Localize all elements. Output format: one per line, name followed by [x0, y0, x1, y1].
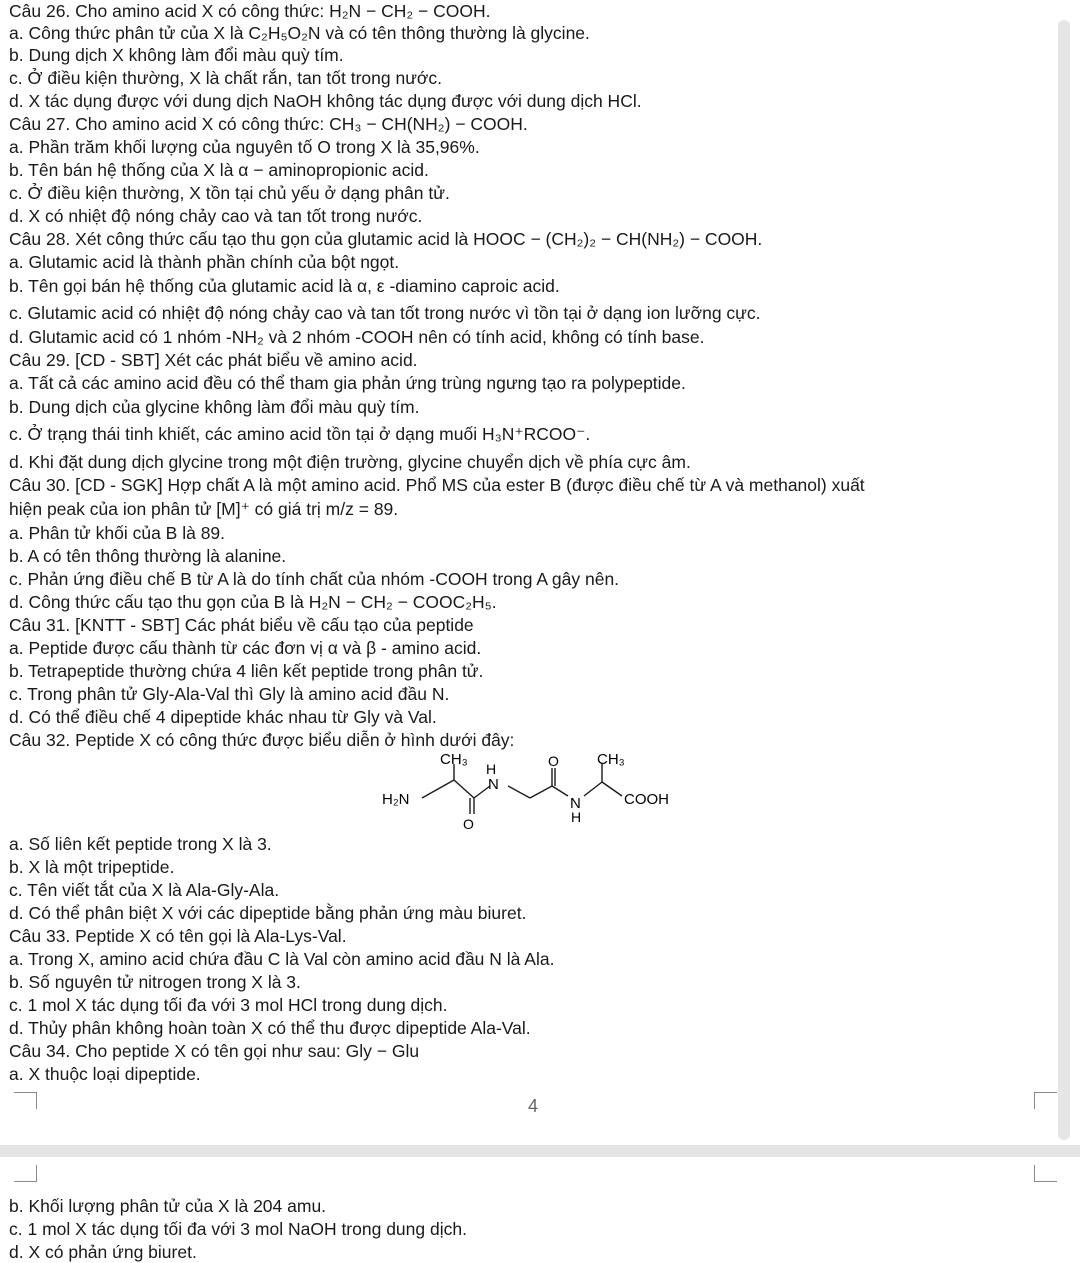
question-28-option-c: c. Glutamic acid có nhiệt độ nóng chảy cao và tan tốt trong nước vì tồn tại ở dạng ion lưỡng cực.: [9, 303, 761, 323]
question-26-title: Câu 26. Cho amino acid X có công thức: H₂N − CH₂ − COOH.: [9, 1, 491, 21]
page-number: 4: [528, 1096, 539, 1116]
question-31-option-b: b. Tetrapeptide thường chứa 4 liên kết peptide trong phân tử.: [9, 661, 484, 681]
scrollbar[interactable]: [1058, 20, 1070, 1140]
question-30-title: Câu 30. [CD - SGK] Hợp chất A là một amino acid. Phổ MS của ester B (được điều chế từ A và methanol) xuất: [9, 475, 865, 495]
question-29-option-c: c. Ở trạng thái tinh khiết, các amino acid tồn tại ở dạng muối H₃N⁺RCOO⁻.: [9, 424, 591, 444]
question-30-option-c: c. Phản ứng điều chế B từ A là do tính chất của nhóm -COOH trong A gây nên.: [9, 569, 620, 589]
question-26-option-b: b. Dung dịch X không làm đổi màu quỳ tím.: [9, 45, 344, 65]
question-30-option-d: d. Công thức cấu tạo thu gọn của B là H₂N − CH₂ − COOC₂H₅.: [9, 592, 497, 612]
o-bottom-label: O: [463, 816, 474, 832]
crop-mark-bottom-left: [14, 1092, 37, 1109]
question-33-option-b: b. Số nguyên tử nitrogen trong X là 3.: [9, 972, 301, 992]
question-30-option-a: a. Phân tử khối của B là 89.: [9, 523, 226, 543]
question-32-title: Câu 32. Peptide X có công thức được biểu diễn ở hình dưới đây:: [9, 730, 515, 750]
question-27-title: Câu 27. Cho amino acid X có công thức: CH₃ − CH(NH₂) − COOH.: [9, 114, 528, 134]
question-31-option-a: a. Peptide được cấu thành từ các đơn vị α và β - amino acid.: [9, 638, 482, 658]
question-26-option-d: d. X tác dụng được với dung dịch NaOH không tác dụng được với dung dịch HCl.: [9, 91, 642, 111]
question-31-option-d: d. Có thể điều chế 4 dipeptide khác nhau từ Gly và Val.: [9, 707, 437, 727]
question-34-option-b: b. Khối lượng phân tử của X là 204 amu.: [9, 1196, 327, 1216]
question-28-option-d: d. Glutamic acid có 1 nhóm -NH₂ và 2 nhóm -COOH nên có tính acid, không có tính base.: [9, 327, 705, 347]
question-33-option-c: c. 1 mol X tác dụng tối đa với 3 mol HCl trong dung dịch.: [9, 995, 448, 1015]
question-33-option-a: a. Trong X, amino acid chứa đầu C là Val còn amino acid đầu N là Ala.: [9, 949, 555, 969]
question-33-title: Câu 33. Peptide X có tên gọi là Ala-Lys-Val.: [9, 926, 347, 946]
nh-top-h-label: H: [486, 761, 497, 777]
question-27-option-d: d. X có nhiệt độ nóng chảy cao và tan tốt trong nước.: [9, 206, 423, 226]
question-32-option-d: d. Có thể phân biệt X với các dipeptide bằng phản ứng màu biuret.: [9, 903, 527, 923]
question-34-option-a: a. X thuộc loại dipeptide.: [9, 1064, 201, 1084]
question-34-option-c: c. 1 mol X tác dụng tối đa với 3 mol NaOH trong dung dịch.: [9, 1219, 467, 1239]
o-top-label: O: [548, 753, 559, 769]
nh-bottom-n-label: N: [570, 795, 581, 812]
question-28-option-b: b. Tên gọi bán hệ thống của glutamic acid là α, ε -diamino caproic acid.: [9, 276, 560, 296]
question-27-option-b: b. Tên bán hệ thống của X là α − aminopropionic acid.: [9, 160, 429, 180]
page-separator: [0, 1145, 1080, 1157]
question-29-option-b: b. Dung dịch của glycine không làm đổi màu quỳ tím.: [9, 397, 420, 417]
question-28-title: Câu 28. Xét công thức cấu tạo thu gọn của glutamic acid là HOOC − (CH₂)₂ − CH(NH₂) − COOH.: [9, 229, 763, 249]
ch3-right-label: CH₃: [597, 752, 625, 768]
question-32-option-a: a. Số liên kết peptide trong X là 3.: [9, 834, 272, 854]
h2n-label: H₂N: [382, 791, 410, 808]
question-32-option-c: c. Tên viết tắt của X là Ala-Gly-Ala.: [9, 880, 280, 900]
question-29-option-a: a. Tất cả các amino acid đều có thể tham gia phản ứng trùng ngưng tạo ra polypeptide.: [9, 373, 686, 393]
question-30-title-cont: hiện peak của ion phân tử [M]⁺ có giá trị m/z = 89.: [9, 499, 399, 519]
question-34-option-d: d. X có phản ứng biuret.: [9, 1242, 197, 1262]
nh-top-n-label: N: [488, 776, 499, 793]
question-30-option-b: b. A có tên thông thường là alanine.: [9, 546, 287, 566]
question-26-option-c: c. Ở điều kiện thường, X là chất rắn, tan tốt trong nước.: [9, 68, 442, 88]
question-27-option-a: a. Phần trăm khối lượng của nguyên tố O trong X là 35,96%.: [9, 137, 480, 157]
peptide-structure-diagram: [378, 752, 698, 832]
question-33-option-d: d. Thủy phân không hoàn toàn X có thể thu được dipeptide Ala-Val.: [9, 1018, 531, 1038]
question-28-option-a: a. Glutamic acid là thành phần chính của bột ngọt.: [9, 252, 400, 272]
ch3-left-label: CH₃: [440, 752, 468, 768]
nh-bottom-h-label: H: [571, 809, 582, 825]
question-29-title: Câu 29. [CD - SBT] Xét các phát biểu về amino acid.: [9, 350, 418, 370]
question-32-option-b: b. X là một tripeptide.: [9, 857, 175, 877]
crop-mark-bottom-right: [1034, 1092, 1057, 1109]
crop-mark-top-right: [1034, 1165, 1057, 1182]
question-26-option-a: a. Công thức phân tử của X là C₂H₅O₂N và có tên thông thường là glycine.: [9, 23, 590, 43]
cooh-label: COOH: [624, 791, 669, 808]
question-31-title: Câu 31. [KNTT - SBT] Các phát biểu về cấu tạo của peptide: [9, 615, 474, 635]
document-page-2: [0, 1157, 1080, 1261]
question-27-option-c: c. Ở điều kiện thường, X tồn tại chủ yếu ở dạng phân tử.: [9, 183, 450, 203]
question-31-option-c: c. Trong phân tử Gly-Ala-Val thì Gly là amino acid đầu N.: [9, 684, 450, 704]
question-34-title: Câu 34. Cho peptide X có tên gọi như sau: Gly − Glu: [9, 1041, 420, 1061]
question-29-option-d: d. Khi đặt dung dịch glycine trong một điện trường, glycine chuyển dịch về phía cực âm.: [9, 452, 691, 472]
crop-mark-top-left: [14, 1165, 37, 1182]
